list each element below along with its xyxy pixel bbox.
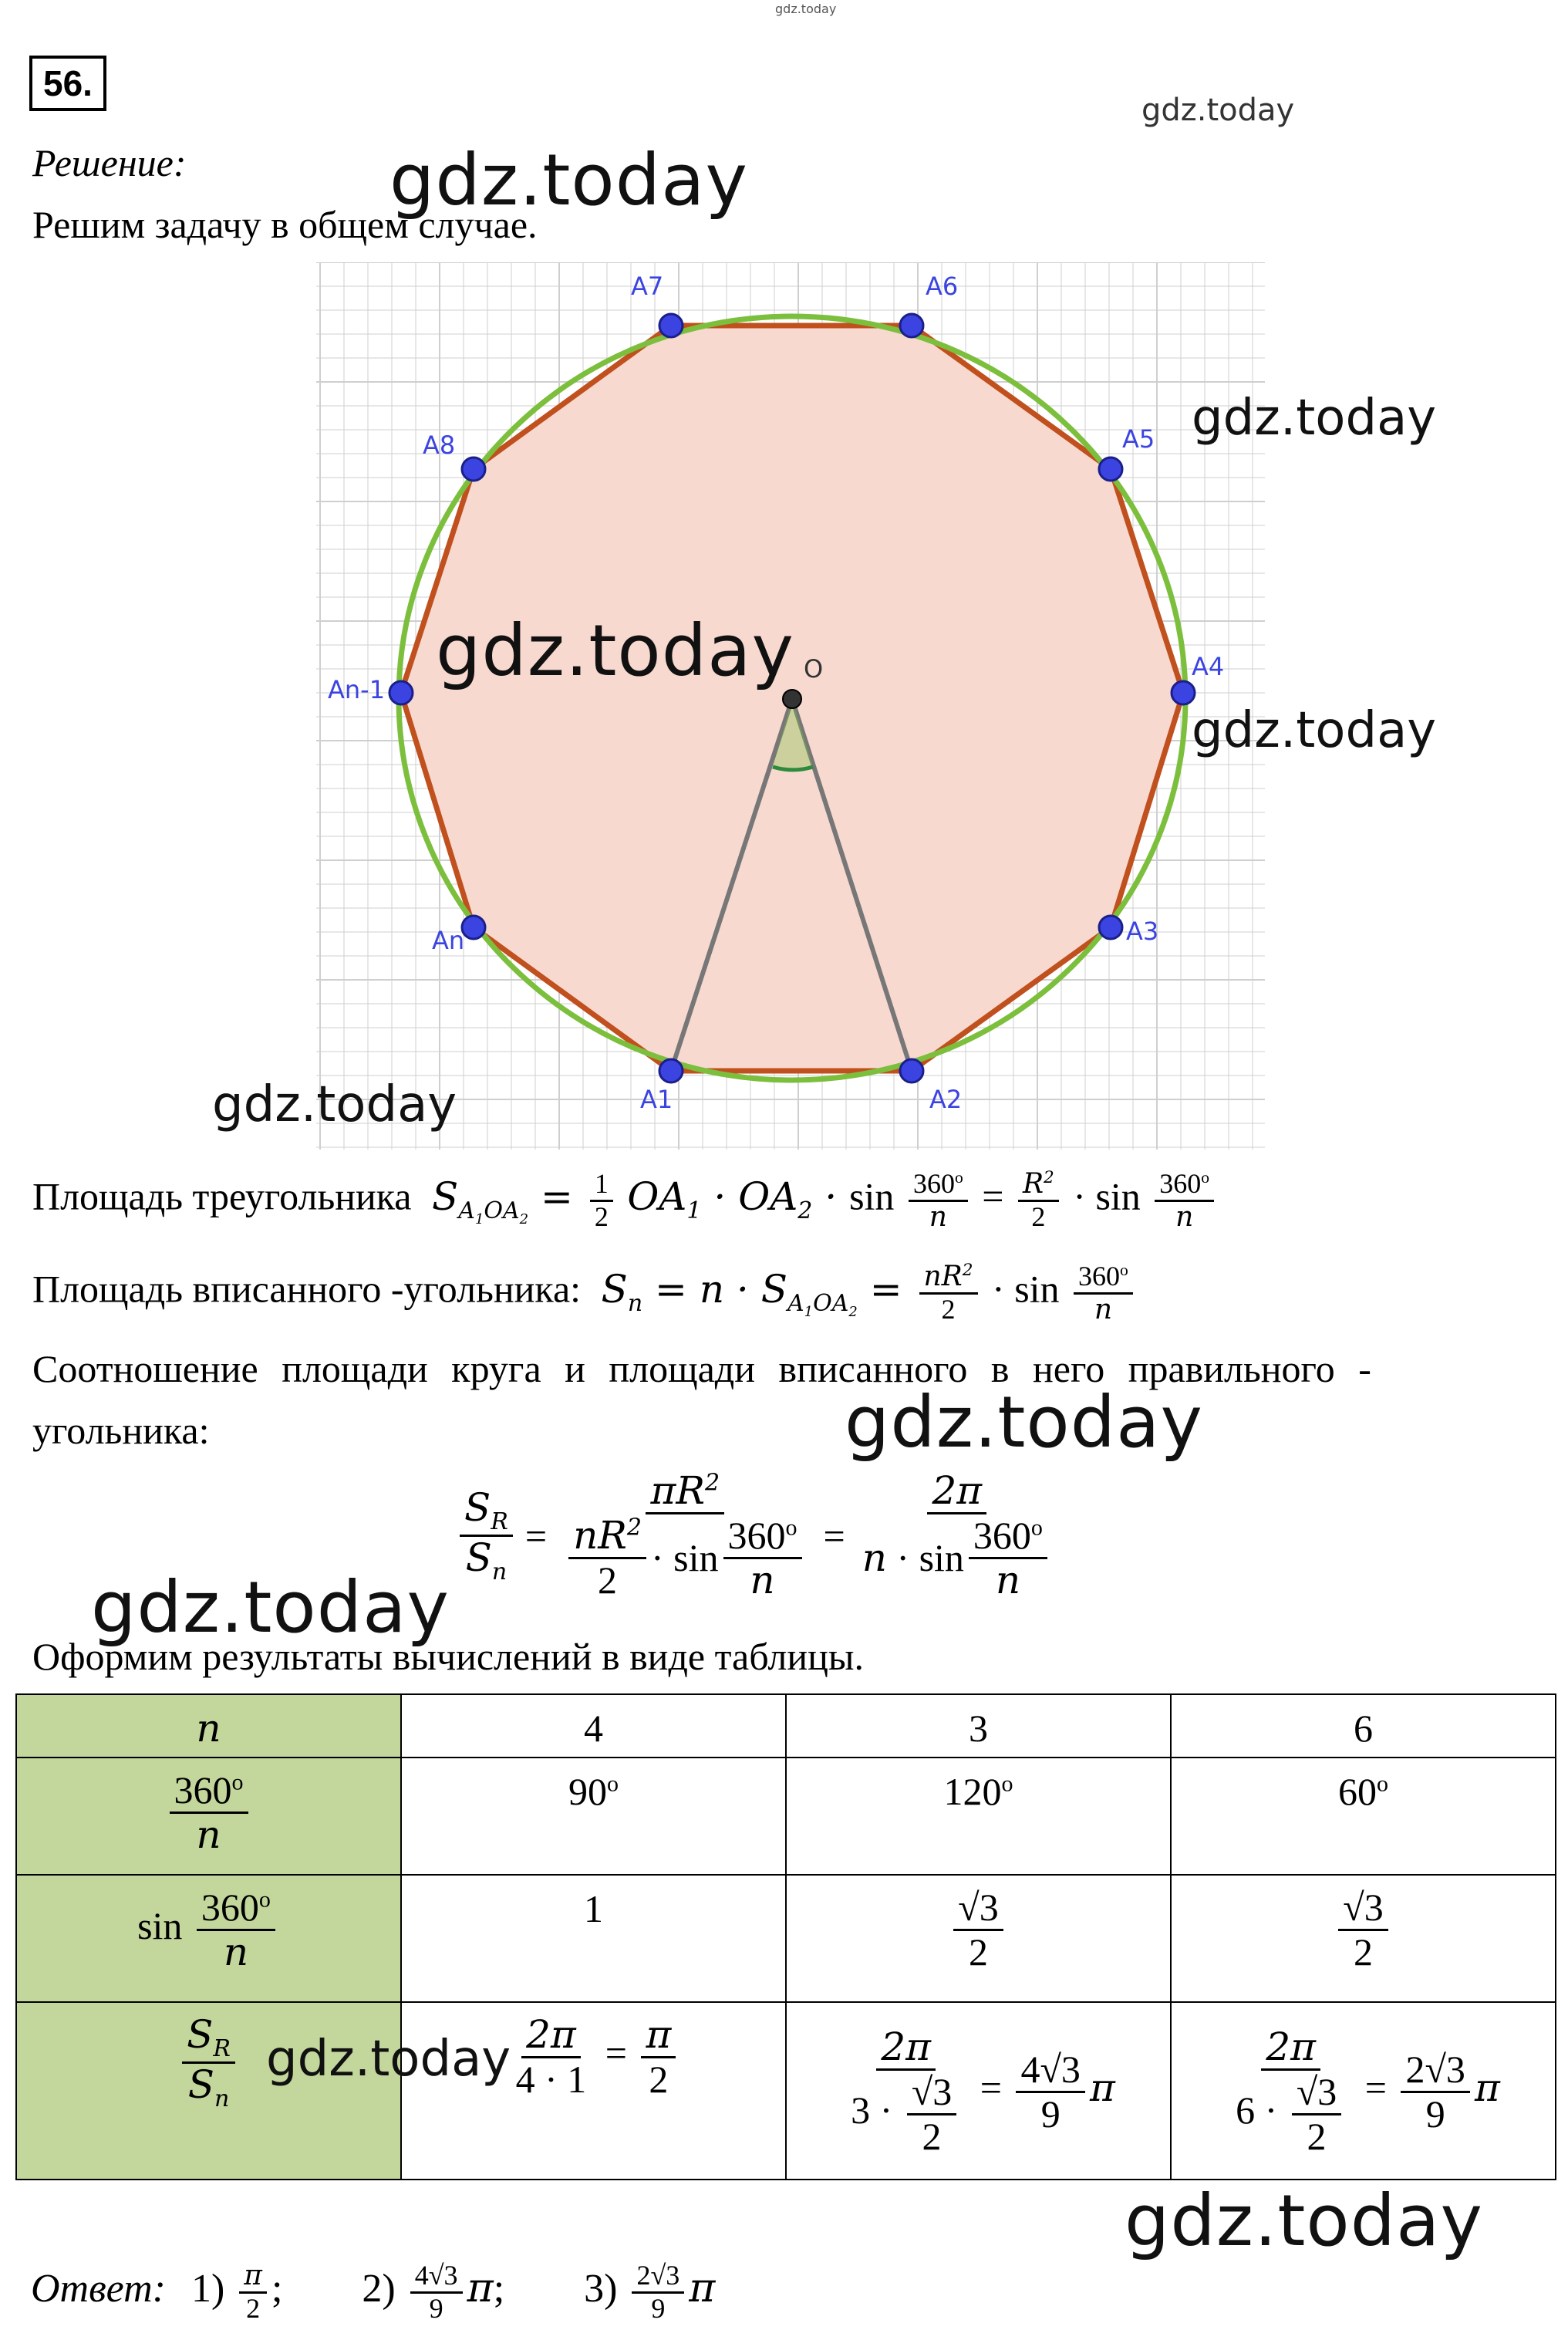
- label-an-1: An-1: [328, 675, 386, 704]
- label-a7: A7: [631, 272, 664, 301]
- cell-angle-2: 120$^o$: [786, 1758, 1171, 1875]
- label-a8: A8: [423, 431, 456, 460]
- ratio-text-2: угольника:: [32, 1409, 210, 1452]
- label-a2: A2: [929, 1085, 963, 1114]
- cell-ratio-1: $\frac{2\pi}{4 \cdot 1}$ = $\frac{\pi}{2}$: [401, 2002, 786, 2180]
- triangle-area-label: Площадь треугольника: [32, 1174, 412, 1218]
- cell-sin-2: $\frac{√3}{2}$: [786, 1875, 1171, 2002]
- center-point: [783, 690, 801, 708]
- vertex-a1: [659, 1059, 683, 1082]
- cell-ratio-3: 2π 6 · $\frac{√3}{2}$ = $\frac{2√3}{9}$ π: [1171, 2002, 1556, 2180]
- row-label-ratio: $\frac{S_R}{S_n}$: [16, 2002, 401, 2180]
- row-label-angle: $\frac{360^o}{n}$: [16, 1758, 401, 1875]
- watermark-2: gdz.today: [1192, 390, 1437, 447]
- label-a4: A4: [1192, 652, 1225, 681]
- table-intro: Оформим результаты вычислений в виде таблицы.: [32, 1635, 864, 1678]
- cell-n-1: 4: [401, 1694, 786, 1758]
- watermark-7: gdz.today: [91, 1566, 450, 1649]
- label-a1: A1: [640, 1085, 673, 1114]
- vertex-a4: [1172, 681, 1195, 704]
- polygon-figure: [316, 262, 1265, 1150]
- watermark-4: gdz.today: [1192, 702, 1437, 759]
- answer-line: Ответ: 1) $\frac{\pi}{2}$ ; 2) $\frac{4√3}{9}$ π; 3) $\frac{2√3}{9}$ π: [31, 2260, 716, 2324]
- vertex-a8: [462, 458, 485, 481]
- row-label-n: n: [16, 1694, 401, 1758]
- label-o: O: [804, 654, 824, 684]
- label-a3: A3: [1126, 917, 1159, 946]
- cell-n-3: 6: [1171, 1694, 1556, 1758]
- vertex-an: [462, 916, 485, 939]
- cell-angle-1: 90$^o$: [401, 1758, 786, 1875]
- vertex-a3: [1099, 916, 1122, 939]
- watermark-3: gdz.today: [436, 609, 794, 692]
- cell-angle-3: 60$^o$: [1171, 1758, 1556, 1875]
- vertex-a2: [900, 1059, 923, 1082]
- cell-sin-3: $\frac{√3}{2}$: [1171, 1875, 1556, 2002]
- triangle-area-line: Площадь треугольника $S_{A_1OA_2}$ = $\frac{1}{2}$ $OA_1 \cdot OA_2 \cdot \sin$ $\frac{360^o}{n}$ = $\frac{R^2}{2}$ · sin $\frac{360^o}{n}$: [32, 1169, 1219, 1232]
- vertex-a5: [1099, 458, 1122, 481]
- watermark-6: gdz.today: [845, 1381, 1203, 1464]
- watermark-top-right: gdz.today: [1141, 93, 1295, 128]
- watermark-9: gdz.today: [1125, 2180, 1483, 2262]
- ratio-text-1: Соотношение площади круга и площади вписанного в него правильного -: [32, 1347, 1371, 1390]
- cell-sin-1: 1: [401, 1875, 786, 2002]
- watermark-tiny: gdz.today: [775, 2, 837, 16]
- label-a6: A6: [926, 272, 959, 301]
- vertex-a6: [900, 314, 923, 337]
- row-label-sin: sin $\frac{360^o}{n}$: [16, 1875, 401, 2002]
- watermark-5: gdz.today: [212, 1076, 457, 1133]
- watermark-8: gdz.today: [266, 2031, 511, 2088]
- cell-ratio-2: 2π 3 · $\frac{√3}{2}$ = $\frac{4√3}{9}$ π: [786, 2002, 1171, 2180]
- label-a5: A5: [1122, 424, 1155, 454]
- inscribed-area-label: Площадь вписанного -угольника:: [32, 1267, 582, 1311]
- answer-label: Ответ:: [31, 2267, 166, 2311]
- ratio-formula: $\frac{S_R}{S_n}$ = $\pi R^2$ $\frac{nR^2}{2}$ · sin $\frac{360^o}{n}$ = 2π n · sin $\frac{360^o}{n}$: [455, 1470, 1061, 1602]
- vertex-an-1: [389, 681, 413, 704]
- cell-n-2: 3: [786, 1694, 1171, 1758]
- watermark-1: gdz.today: [389, 139, 748, 221]
- inscribed-area-line: Площадь вписанного -угольника: $S_n = n \cdot S_{A_1OA_2}$ = $\frac{nR^2}{2}$ · sin $\frac{360^o}{n}$: [32, 1261, 1138, 1325]
- solution-label: Решение:: [32, 141, 187, 184]
- intro-text: Решим задачу в общем случае.: [32, 203, 538, 246]
- label-an: An: [432, 926, 465, 955]
- vertex-a7: [659, 314, 683, 337]
- results-table: [15, 1693, 1556, 2180]
- problem-number: 56.: [29, 56, 106, 111]
